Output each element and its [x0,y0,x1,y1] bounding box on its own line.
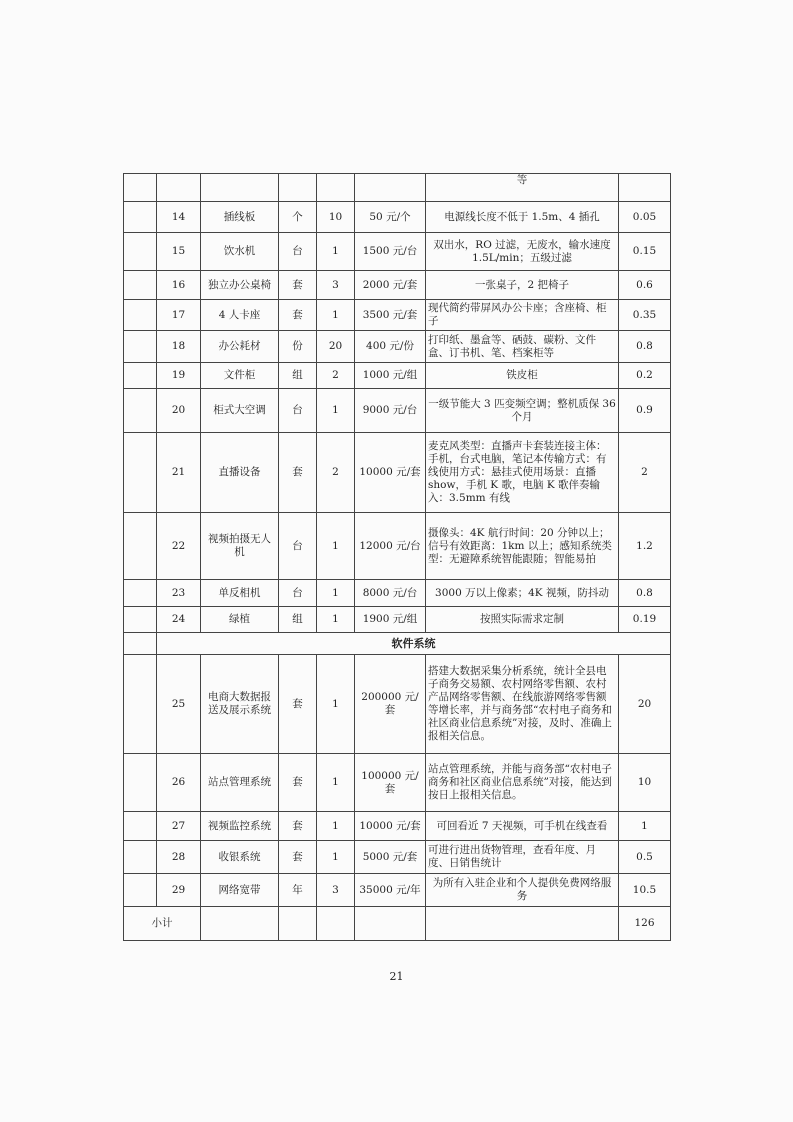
amount-cell: 0.9 [619,389,671,433]
merged-cell [124,607,157,633]
amount-cell: 0.8 [619,580,671,607]
unit-price-cell: 12000 元/台 [355,513,426,580]
description-cell: 可进行进出货物管理，查看年度、月度、日销售统计 [426,841,619,874]
unit-price-cell: 200000 元/套 [355,655,426,754]
table-row [124,754,671,812]
table-row [124,233,671,271]
description-cell: 一级节能大 3 匹变频空调；整机质保 36 个月 [426,389,619,433]
unit-cell: 套 [279,300,317,331]
unit-price-cell: 8000 元/台 [355,580,426,607]
empty-cell [426,907,619,941]
item-number-cell: 15 [157,233,201,271]
table-row [124,389,671,433]
amount-cell: 2 [619,433,671,513]
item-name-cell: 4 人卡座 [201,300,279,331]
amount-cell: 0.6 [619,271,671,300]
item-name-cell: 独立办公桌椅 [201,271,279,300]
section-title: 软件系统 [157,633,671,655]
table-row [124,433,671,513]
merged-cell [124,331,157,363]
merged-cell [124,433,157,513]
unit-cell: 台 [279,389,317,433]
continued-row [124,174,671,202]
item-number-cell: 25 [157,655,201,754]
item-name-cell: 办公耗材 [201,331,279,363]
empty-cell [201,907,279,941]
merged-cell [124,874,157,907]
description-cell: 电源线长度不低于 1.5m、4 插孔 [426,202,619,233]
merged-cell [124,633,157,655]
amount-cell: 20 [619,655,671,754]
unit-price-cell: 2000 元/套 [355,271,426,300]
quantity-cell: 1 [317,580,355,607]
amount-cell: 0.19 [619,607,671,633]
quantity-cell: 1 [317,655,355,754]
item-number-cell: 16 [157,271,201,300]
unit-price-cell: 400 元/份 [355,331,426,363]
amount-cell: 0.8 [619,331,671,363]
description-cell: 3000 万以上像素；4K 视频，防抖动 [426,580,619,607]
unit-cell: 份 [279,331,317,363]
subtotal-label: 小计 [124,907,201,941]
merged-cell [124,754,157,812]
item-name-cell: 直播设备 [201,433,279,513]
description-cell: 可回看近 7 天视频，可手机在线查看 [426,812,619,841]
quantity-cell: 2 [317,363,355,389]
empty-cell [317,907,355,941]
description-cell: 为所有入驻企业和个人提供免费网络服务 [426,874,619,907]
item-number-cell: 29 [157,874,201,907]
quantity-cell: 1 [317,389,355,433]
unit-cell: 套 [279,271,317,300]
merged-cell [124,580,157,607]
section-row [124,633,671,655]
empty-cell [355,907,426,941]
desc-cell: 等 [426,174,619,202]
description-cell: 摄像头：4K 航行时间：20 分钟以上；信号有效距离：1km 以上；感知系统类型：无避障系统智能跟随；智能易拍 [426,513,619,580]
item-number-cell: 21 [157,433,201,513]
amount-cell [619,174,671,202]
item-number-cell: 27 [157,812,201,841]
item-number-cell: 17 [157,300,201,331]
table-row [124,300,671,331]
amount-cell: 0.15 [619,233,671,271]
table-row [124,580,671,607]
item-name-cell: 绿植 [201,607,279,633]
amount-cell: 1 [619,812,671,841]
merged-cell [124,233,157,271]
item-number-cell: 14 [157,202,201,233]
item-name-cell: 插线板 [201,202,279,233]
unit-price-cell: 1900 元/组 [355,607,426,633]
unit-price-cell: 5000 元/套 [355,841,426,874]
quantity-cell: 1 [317,233,355,271]
table-row [124,513,671,580]
table-row [124,271,671,300]
unit-cell: 套 [279,812,317,841]
table-row [124,841,671,874]
table-row [124,874,671,907]
quantity-cell: 1 [317,300,355,331]
description-cell: 双出水，RO 过滤，无废水，输水速度 1.5L/min；五级过滤 [426,233,619,271]
unit-cell: 组 [279,607,317,633]
table-row [124,812,671,841]
unit-cell: 套 [279,754,317,812]
unit-cell: 年 [279,874,317,907]
unit-cell: 台 [279,580,317,607]
unit-price-cell: 50 元/个 [355,202,426,233]
table-row [124,363,671,389]
item-name-cell: 视频拍摄无人机 [201,513,279,580]
merged-cell [124,812,157,841]
description-cell: 铁皮柜 [426,363,619,389]
item-name-cell: 电商大数据报送及展示系统 [201,655,279,754]
item-name-cell: 站点管理系统 [201,754,279,812]
table-row [124,202,671,233]
qty-cell [317,174,355,202]
merged-cell [157,174,201,202]
quantity-cell: 1 [317,513,355,580]
description-cell: 按照实际需求定制 [426,607,619,633]
item-number-cell: 20 [157,389,201,433]
unit-price-cell: 1000 元/组 [355,363,426,389]
amount-cell: 0.5 [619,841,671,874]
name-cell [201,174,279,202]
item-name-cell: 饮水机 [201,233,279,271]
page-number: 21 [389,970,404,983]
unit-cell: 台 [279,513,317,580]
unit-cell: 个 [279,202,317,233]
description-cell: 搭建大数据采集分析系统，统计全县电子商务交易额、农村网络零售额、农村产品网络零售额、在线旅游网络零售额等增长率，并与商务部“农村电子商务和社区商业信息系统”对接，及时、准确上报相关信息。 [426,655,619,754]
unit-price-cell: 10000 元/套 [355,812,426,841]
merged-cell [124,174,157,202]
budget-table [123,173,671,941]
item-number-cell: 23 [157,580,201,607]
description-cell: 打印纸、墨盒等、硒鼓、碳粉、文件盒、订书机、笔、档案柜等 [426,331,619,363]
subtotal-amount: 126 [619,907,671,941]
amount-cell: 10.5 [619,874,671,907]
unit-price-cell: 9000 元/台 [355,389,426,433]
merged-cell [124,363,157,389]
description-cell: 现代简约带屏风办公卡座；含座椅、柜子 [426,300,619,331]
unit-price-cell: 100000 元/套 [355,754,426,812]
unit-price-cell: 3500 元/套 [355,300,426,331]
item-name-cell: 网络宽带 [201,874,279,907]
unit-cell [279,174,317,202]
quantity-cell: 3 [317,271,355,300]
unit-price-cell: 1500 元/台 [355,233,426,271]
unit-cell: 套 [279,655,317,754]
amount-cell: 10 [619,754,671,812]
quantity-cell: 10 [317,202,355,233]
quantity-cell: 3 [317,874,355,907]
subtotal-row [124,907,671,941]
table-row [124,655,671,754]
merged-cell [124,300,157,331]
merged-cell [124,655,157,754]
quantity-cell: 1 [317,607,355,633]
item-number-cell: 22 [157,513,201,580]
description-cell: 麦克风类型：直播声卡套装连接主体：手机，台式电脑，笔记本传输方式：有线使用方式：悬挂式使用场景：直播 show，手机 K 歌，电脑 K 歌伴奏输入：3.5mm 有线 [426,433,619,513]
merged-cell [124,202,157,233]
unit-price-cell: 10000 元/套 [355,433,426,513]
item-number-cell: 18 [157,331,201,363]
item-name-cell: 收银系统 [201,841,279,874]
item-number-cell: 19 [157,363,201,389]
table-row [124,607,671,633]
unit-cell: 套 [279,433,317,513]
amount-cell: 1.2 [619,513,671,580]
item-number-cell: 26 [157,754,201,812]
merged-cell [124,271,157,300]
item-number-cell: 28 [157,841,201,874]
unit-cell: 组 [279,363,317,389]
merged-cell [124,389,157,433]
amount-cell: 0.35 [619,300,671,331]
merged-cell [124,513,157,580]
amount-cell: 0.05 [619,202,671,233]
item-name-cell: 单反相机 [201,580,279,607]
description-cell: 一张桌子，2 把椅子 [426,271,619,300]
amount-cell: 0.2 [619,363,671,389]
quantity-cell: 1 [317,754,355,812]
empty-cell [279,907,317,941]
item-name-cell: 文件柜 [201,363,279,389]
quantity-cell: 20 [317,331,355,363]
unit-price-cell: 35000 元/年 [355,874,426,907]
item-number-cell: 24 [157,607,201,633]
unit-cell: 套 [279,841,317,874]
quantity-cell: 1 [317,841,355,874]
quantity-cell: 2 [317,433,355,513]
item-name-cell: 视频监控系统 [201,812,279,841]
item-name-cell: 柜式大空调 [201,389,279,433]
quantity-cell: 1 [317,812,355,841]
price-cell [355,174,426,202]
unit-cell: 台 [279,233,317,271]
description-cell: 站点管理系统，并能与商务部“农村电子商务和社区商业信息系统”对接，能达到按日上报相关信息。 [426,754,619,812]
table-row [124,331,671,363]
merged-cell [124,841,157,874]
